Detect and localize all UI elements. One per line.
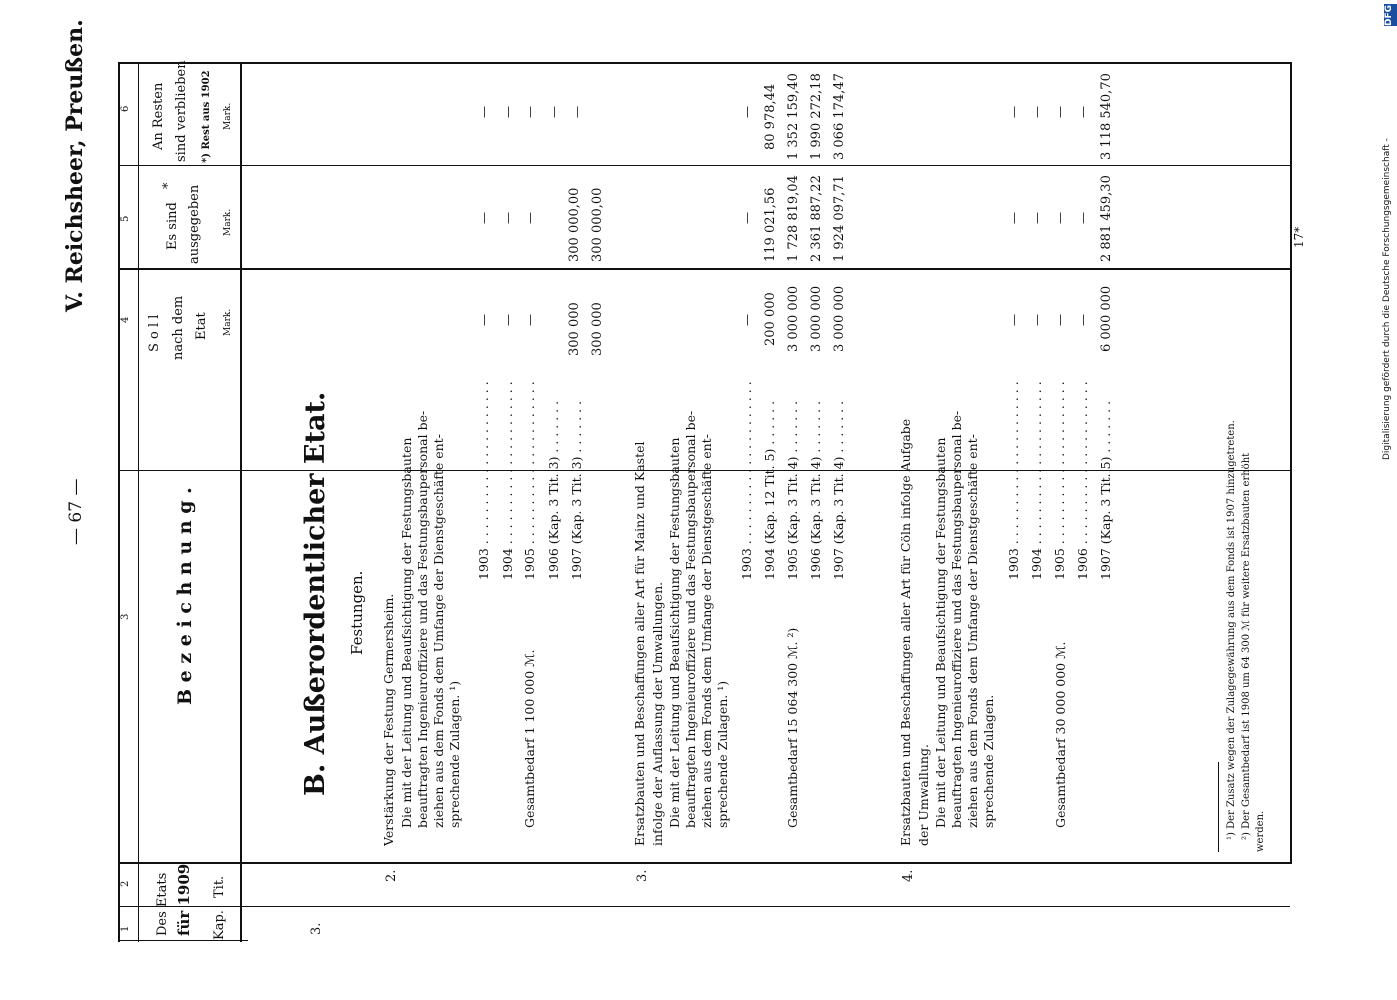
item3-year-1907: 1907 (Kap. 3 Tit. 4) . . . . . . . [831,400,846,580]
item3-year-1903: 1903 . . . . . . . . . . . . . . . . . . . . . [739,381,754,580]
header-soll-2: nach dem [171,295,186,360]
item4-aus-1905: — [1053,212,1067,224]
item2-line1: Verstärkung der Festung Germersheim. [381,593,396,846]
item2-rest-1905: — [523,106,537,118]
item2-aus-1906: 300 000,00 [567,187,582,262]
rule-col56 [118,165,1290,166]
header-reste-unit: Mark. [223,102,233,130]
colnum-4: 4 [120,316,131,323]
item3-year-1905: 1905 (Kap. 3 Tit. 4) . . . . . . . [785,400,800,580]
item2-rest-1904: — [501,106,515,118]
rule-header-bottom [240,62,242,942]
item3-line1: Ersatzbauten und Beschaffungen aller Art für Mainz und Kastel [632,441,647,846]
item3-rest-1906: 1 990 272,18 [809,73,824,160]
rule-col12-bottom [118,906,1290,907]
item4-aus-1904: — [1030,212,1044,224]
header-ausgegeben-unit: Mark. [223,208,233,236]
item4-line5: ziehen aus dem Fonds dem Umfange der Dienstgeschäfte ent- [965,434,980,828]
item2-rest-1903: — [477,106,491,118]
item3-rest-1903: — [740,106,754,118]
item4-rest-1906: — [1076,106,1090,118]
item4-aus-1907: 2 881 459,30 [1099,175,1114,262]
item2-soll-1905: — [523,314,537,326]
item4-year-1907: 1907 (Kap. 3 Tit. 5) . . . . . . . [1098,400,1113,580]
header-ausgegeben-1: Es sind [165,202,180,250]
header-soll-1: S o l l [147,314,162,352]
item3-aus-1907: 1 924 097,71 [832,175,847,262]
header-reste-3: *) Rest aus 1902 [201,70,212,163]
running-title: V. Reichsheer, Preußen. [62,19,88,312]
kap-number: 3. [309,922,324,935]
item2-line5: sprechende Zulagen. ¹) [447,680,462,828]
item4-line1: Ersatzbauten und Beschaffungen aller Art für Cöln infolge Aufgabe [898,418,913,846]
item4-gesamtbedarf: Gesamtbedarf 30 000 000 ℳ. [1053,641,1068,828]
item3-aus-1906: 2 361 887,22 [809,175,824,262]
item4-aus-1903: — [1007,212,1021,224]
rule-bottom [118,862,1290,864]
rule-col45 [118,268,1290,270]
item2-number: 2. [384,869,399,882]
header-soll-unit: Mark. [223,308,233,336]
footnote-divider [1218,762,1219,852]
item3-soll-1903: — [740,314,754,326]
item4-rest-1907: 3 118 540,70 [1099,73,1114,160]
item2-rest-1907: — [570,106,584,118]
header-des-etats: Des Etats [155,872,170,936]
item4-aus-1906: — [1076,212,1090,224]
item2-aus-1905: — [523,212,537,224]
item4-year-1905: 1905 . . . . . . . . . . . . . . . . . . . . . [1052,381,1067,580]
subtitle-festungen: Festungen. [348,570,366,655]
item2-year-1904: 1904 . . . . . . . . . . . . . . . . . . . . . [500,381,515,580]
header-fuer-1909: für 1909 [175,863,193,936]
footnote-2-cont: werden. [1255,810,1266,852]
item2-line4: ziehen aus dem Fonds dem Umfange der Dienstgeschäfte ent- [431,434,446,828]
item4-line3: Die mit der Leitung und Beaufsichtigung der Festungsbauten [933,437,948,828]
dfg-logo: DFG [1384,4,1397,26]
footnote-1: ¹) Der Zusatz wegen der Zulagegewährung aus dem Fonds ist 1907 hinzugetreten. [1226,420,1237,840]
item4-line6: sprechende Zulagen. [981,694,996,828]
item3-rest-1907: 3 066 174,47 [832,73,847,160]
colnum-1: 1 [120,925,131,932]
item4-rest-1904: — [1030,106,1044,118]
item4-soll-1907: 6 000 000 [1099,285,1114,352]
digitization-note: Digitalisierung gefördert durch die Deutsche Forschungsgemeinschaft - [1382,138,1392,460]
item4-line2: der Umwallung. [916,744,931,846]
header-kap: Kap. [212,910,227,940]
item4-rest-1905: — [1053,106,1067,118]
item2-year-1905: 1905 . . . . . . . . . . . . . . . . . . . . . [522,381,537,580]
item3-gesamtbedarf: Gesamtbedarf 15 064 300 ℳ. ²) [785,627,800,828]
item2-aus-1907: 300 000,00 [590,187,605,262]
item3-soll-1906: 3 000 000 [809,285,824,352]
item3-soll-1904: 200 000 [763,292,778,346]
rule-header-top [138,62,139,942]
item4-rest-1903: — [1007,106,1021,118]
item2-soll-1904: — [501,314,515,326]
item4-year-1906: 1906 . . . . . . . . . . . . . . . . . . . . . [1075,381,1090,580]
item2-soll-1903: — [477,314,491,326]
item3-soll-1907: 3 000 000 [832,285,847,352]
item3-soll-1905: 3 000 000 [786,285,801,352]
item3-line5: ziehen aus dem Fonds dem Umfange der Dienstgeschäfte ent- [699,434,714,828]
item3-year-1904: 1904 (Kap. 12 Tit. 5) . . . . . . [762,400,777,580]
item4-soll-1906: — [1076,314,1090,326]
item2-line2: Die mit der Leitung und Beaufsichtigung der Festungsbauten [399,437,414,828]
header-ausgegeben-2: ausgegeben [187,184,202,264]
item3-line4: beauftragten Ingenieuroffiziere und das Festungsbaupersonal be- [683,410,698,828]
header-soll-3: Etat [194,312,209,340]
item2-rest-1906: — [547,106,561,118]
item2-aus-1903: — [477,212,491,224]
item3-aus-1904: 119 021,56 [763,187,778,262]
item2-gesamtbedarf: Gesamtbedarf 1 100 000 ℳ. [522,649,537,828]
item2-year-1907: 1907 (Kap. 3 Tit. 3) . . . . . . . [569,400,584,580]
item2-soll-1907: 300 000 [590,302,605,356]
item2-year-1906: 1906 (Kap. 3 Tit. 3) . . . . . . . [546,400,561,580]
header-asterisk: * [161,182,176,189]
colnum-2: 2 [120,880,131,887]
item3-aus-1903: — [740,212,754,224]
item4-line4: beauftragten Ingenieuroffiziere und das Festungsbaupersonal be- [949,410,964,828]
item4-soll-1905: — [1053,314,1067,326]
signature-mark: 17* [1292,226,1306,248]
item3-rest-1904: 80 978,44 [763,83,778,150]
header-tit: Tit. [212,875,227,898]
item3-year-1906: 1906 (Kap. 3 Tit. 4) . . . . . . . [808,400,823,580]
item2-soll-1906: 300 000 [567,302,582,356]
item4-soll-1904: — [1030,314,1044,326]
colnum-5: 5 [120,215,131,222]
item3-rest-1905: 1 352 159,40 [786,73,801,160]
colnum-6: 6 [120,105,131,112]
item3-line2: infolge der Auflassung der Umwallungen. [650,581,665,846]
item3-line6: sprechende Zulagen. ¹) [715,680,730,828]
item2-line3: beauftragten Ingenieuroffiziere und das Festungsbaupersonal be- [415,410,430,828]
header-bezeichnung: B e z e i c h n u n g . [174,487,196,705]
item2-aus-1904: — [501,212,515,224]
item3-line3: Die mit der Leitung und Beaufsichtigung der Festungsbauten [667,437,682,828]
header-reste-1: An Resten [151,82,166,150]
item2-year-1903: 1903 . . . . . . . . . . . . . . . . . . . . . [476,381,491,580]
item4-year-1904: 1904 . . . . . . . . . . . . . . . . . . . . . [1029,381,1044,580]
item4-year-1903: 1903 . . . . . . . . . . . . . . . . . . . . . [1006,381,1021,580]
rule-top [118,62,1290,64]
item4-number: 4. [901,869,916,882]
footnote-2: ²) Der Gesamtbedarf ist 1908 um 64 300 ℳ für weitere Ersatzbauten erhöht [1241,452,1252,840]
rule-table-end [1290,62,1292,864]
item3-number: 3. [635,869,650,882]
section-title: B. Außerordentlicher Etat. [300,391,331,796]
page-number: — 67 — [66,478,86,545]
item4-soll-1903: — [1007,314,1021,326]
colnum-3: 3 [120,613,131,620]
item3-aus-1905: 1 728 819,04 [786,175,801,262]
header-reste-2: sind verblieben [174,60,189,162]
rule-header-left [118,62,120,942]
